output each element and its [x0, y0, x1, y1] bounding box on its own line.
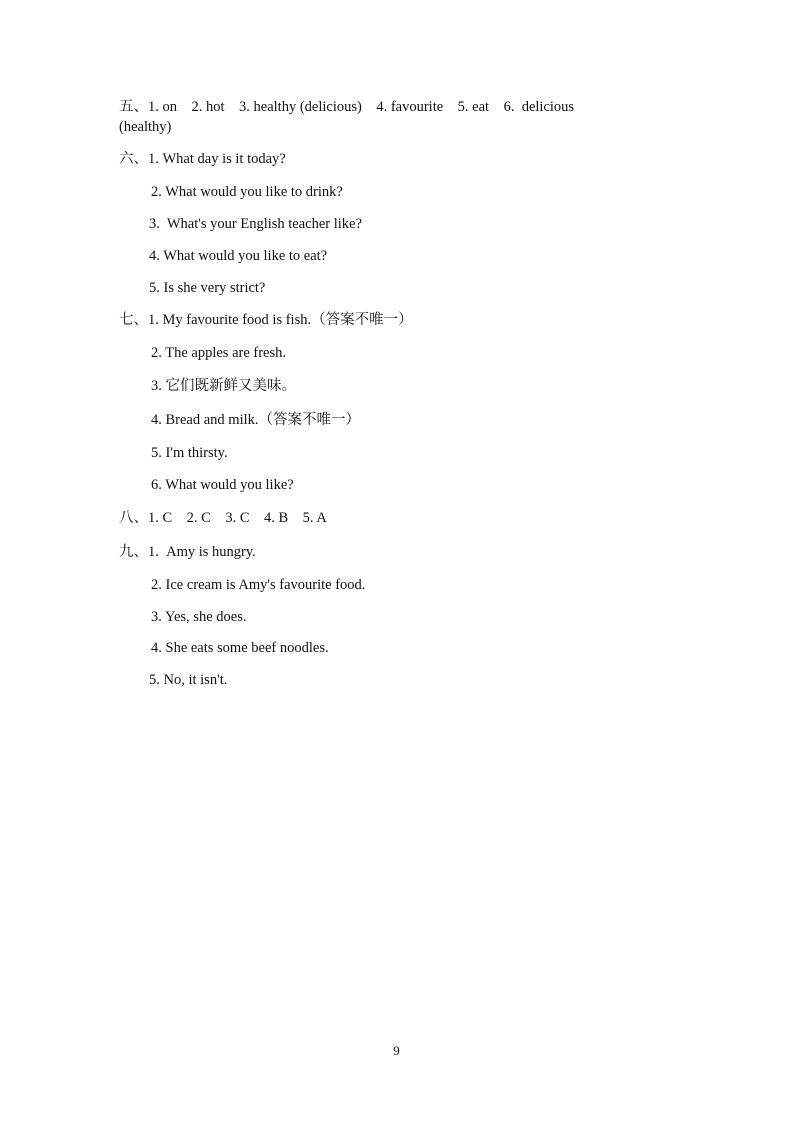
- page-number: 9: [393, 1043, 400, 1058]
- section-6-item-2: 2. What would you like to drink?: [151, 184, 343, 200]
- section-5-answers: 五、1. on 2. hot 3. healthy (delicious) 4. favourite 5. eat 6. delicious: [119, 99, 575, 115]
- section-7-item-1: 七、1. My favourite food is fish.（答案不唯一）: [119, 312, 413, 328]
- section-9-item-3: 3. Yes, she does.: [151, 609, 247, 625]
- section-7-item-5: 5. I'm thirsty.: [151, 445, 228, 461]
- section-6-item-1: 六、1. What day is it today?: [119, 151, 286, 167]
- section-7-item-6: 6. What would you like?: [151, 477, 294, 493]
- section-6-item-5: 5. Is she very strict?: [149, 280, 266, 296]
- section-7-item-3: 3. 它们既新鲜又美味。: [151, 378, 296, 394]
- section-9-item-4: 4. She eats some beef noodles.: [151, 640, 329, 656]
- section-5-answers-continued: (healthy): [119, 119, 172, 135]
- section-7-item-4: 4. Bread and milk.（答案不唯一）: [151, 412, 361, 428]
- section-7-item-2: 2. The apples are fresh.: [151, 345, 287, 361]
- section-9-item-5: 5. No, it isn't.: [149, 672, 228, 688]
- section-9-item-1: 九、1. Amy is hungry.: [119, 544, 256, 560]
- section-6-item-3: 3. What's your English teacher like?: [149, 216, 362, 232]
- section-8-answers: 八、1. C 2. C 3. C 4. B 5. A: [119, 510, 327, 526]
- section-9-item-2: 2. Ice cream is Amy's favourite food.: [151, 577, 366, 593]
- section-6-item-4: 4. What would you like to eat?: [149, 248, 328, 264]
